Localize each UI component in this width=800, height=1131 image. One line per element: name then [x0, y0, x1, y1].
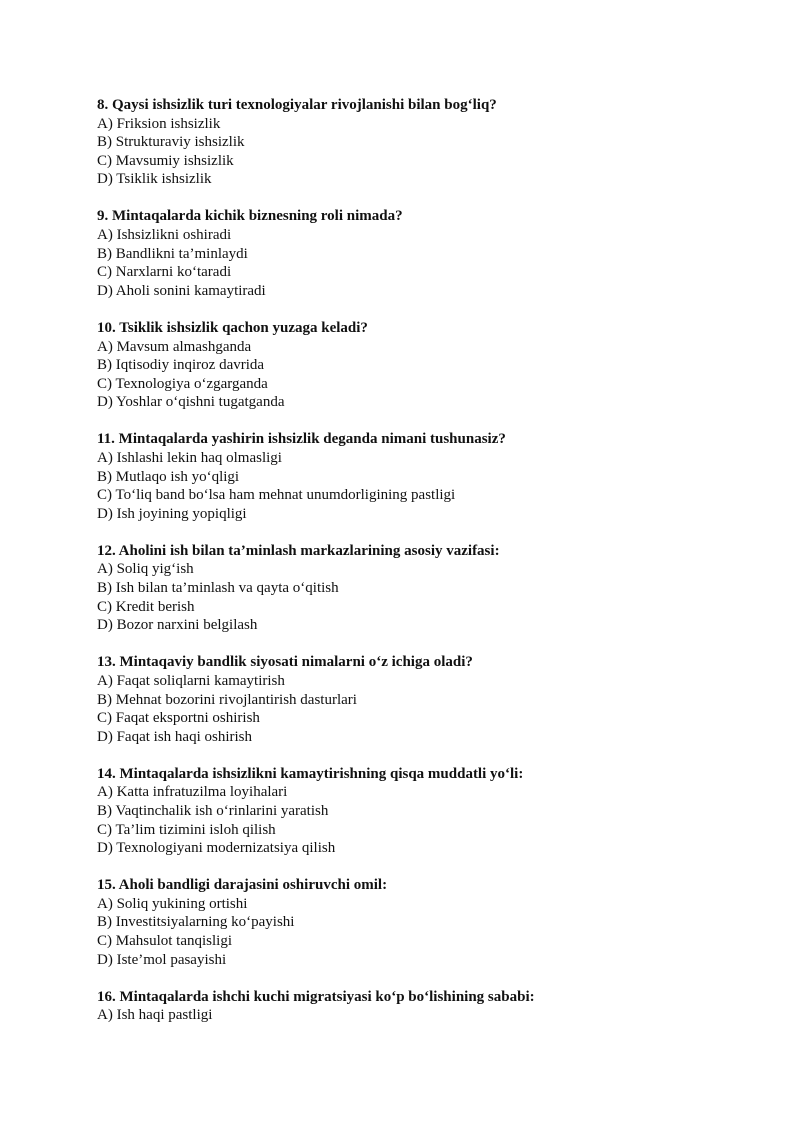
answer-option-b: B) Ish bilan ta’minlash va qayta o‘qitish — [97, 580, 339, 597]
question-title: 11. Mintaqalarda yashirin ishsizlik deganda nimani tushunasiz? — [97, 431, 506, 448]
answer-option-d: D) Yoshlar o‘qishni tugatganda — [97, 394, 285, 411]
answer-option-b: B) Iqtisodiy inqiroz davrida — [97, 357, 265, 374]
answer-option-b: B) Mutlaqo ish yo‘qligi — [97, 468, 240, 485]
document-page — [97, 96, 737, 1043]
question-14 — [97, 765, 737, 858]
answer-option-d: D) Ish joyining yopiqligi — [97, 505, 247, 522]
answer-option-d: D) Bozor narxini belgilash — [97, 617, 258, 634]
question-16 — [97, 988, 737, 1025]
answer-option-c: C) Kredit berish — [97, 598, 195, 615]
question-10 — [97, 319, 737, 412]
answer-option-a: A) Faqat soliqlarni kamaytirish — [97, 672, 285, 689]
answer-option-a: A) Katta infratuzilma loyihalari — [97, 784, 288, 801]
answer-option-b: B) Mehnat bozorini rivojlantirish dasturlari — [97, 691, 357, 708]
question-11 — [97, 430, 737, 523]
answer-option-a: A) Ishlashi lekin haq olmasligi — [97, 450, 282, 466]
question-13 — [97, 653, 737, 746]
answer-option-b: B) Bandlikni ta’minlaydi — [97, 245, 248, 262]
question-title: 16. Mintaqalarda ishchi kuchi migratsiyasi ko‘p bo‘lishining sababi: — [97, 988, 535, 1005]
question-title: 12. Aholini ish bilan ta’minlash markazlarining asosiy vazifasi: — [97, 542, 500, 559]
answer-option-d: D) Tsiklik ishsizlik — [97, 171, 212, 188]
answer-option-c: C) To‘liq band bo‘lsa ham mehnat unumdorligining pastligi — [97, 487, 456, 504]
answer-option-b: B) Investitsiyalarning ko‘payishi — [97, 914, 295, 931]
question-title: 8. Qaysi ishsizlik turi texnologiyalar rivojlanishi bilan bog‘liq? — [97, 97, 497, 113]
answer-option-c: C) Narxlarni ko‘taradi — [97, 264, 232, 281]
answer-option-a: A) Friksion ishsizlik — [97, 115, 221, 132]
question-title: 15. Aholi bandligi darajasini oshiruvchi omil: — [97, 877, 388, 894]
answer-option-c: C) Ta’lim tizimini isloh qilish — [97, 821, 276, 838]
question-title: 14. Mintaqalarda ishsizlikni kamaytirishning qisqa muddatli yo‘li: — [97, 765, 524, 782]
answer-option-a: A) Soliq yig‘ish — [97, 561, 194, 578]
answer-option-b: B) Vaqtinchalik ish o‘rinlarini yaratish — [97, 803, 329, 819]
question-8 — [97, 96, 737, 189]
question-12 — [97, 542, 737, 635]
answer-option-d: D) Iste’mol pasayishi — [97, 951, 227, 968]
answer-option-a: A) Ish haqi pastligi — [97, 1007, 213, 1024]
question-15 — [97, 876, 737, 969]
answer-option-a: A) Mavsum almashganda — [97, 338, 252, 355]
answer-option-a: A) Soliq yukining ortishi — [97, 895, 248, 912]
answer-option-b: B) Strukturaviy ishsizlik — [97, 134, 245, 151]
question-title: 10. Tsiklik ishsizlik qachon yuzaga keladi? — [97, 319, 368, 336]
answer-option-c: C) Texnologiya o‘zgarganda — [97, 375, 268, 392]
answer-option-c: C) Faqat eksportni oshirish — [97, 710, 260, 727]
answer-option-d: D) Texnologiyani modernizatsiya qilish — [97, 840, 336, 857]
question-title: 13. Mintaqaviy bandlik siyosati nimalarni o‘z ichiga oladi? — [97, 654, 473, 671]
answer-option-d: D) Faqat ish haqi oshirish — [97, 728, 252, 745]
question-9 — [97, 207, 737, 300]
answer-option-d: D) Aholi sonini kamaytiradi — [97, 282, 266, 299]
answer-option-a: A) Ishsizlikni oshiradi — [97, 227, 232, 244]
answer-option-c: C) Mavsumiy ishsizlik — [97, 152, 234, 169]
question-title: 9. Mintaqalarda kichik biznesning roli nimada? — [97, 208, 403, 225]
answer-option-c: C) Mahsulot tanqisligi — [97, 933, 232, 950]
